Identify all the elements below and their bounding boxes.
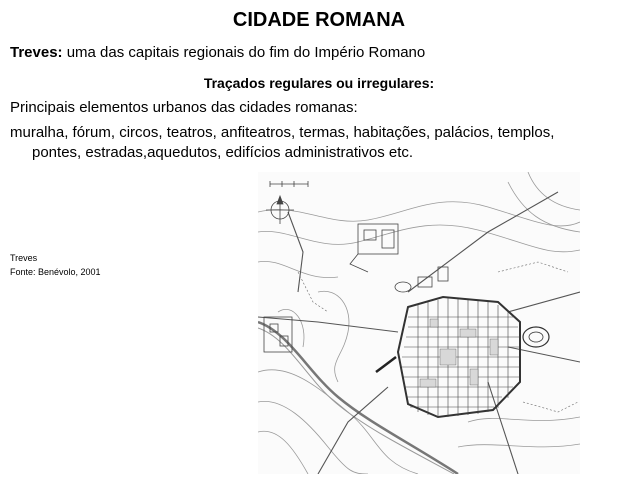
city-plan-map [258, 172, 580, 474]
elements-line-2: pontes, estradas,aquedutos, edifícios administrativos etc. [32, 144, 414, 161]
subtitle-line [10, 44, 425, 61]
subtitle-bold: Treves: [10, 44, 63, 61]
figure-caption-name: Treves [10, 253, 38, 263]
subtitle-text: uma das capitais regionais do fim do Império Romano [62, 44, 426, 61]
elements-line-1: muralha, fórum, circos, teatros, anfiteatros, termas, habitações, palácios, templos, [10, 124, 555, 141]
intro-text: Principais elementos urbanos das cidades romanas: [10, 99, 358, 116]
slide-title: CIDADE ROMANA [232, 9, 406, 31]
figure-caption-source: Fonte: Benévolo, 2001 [10, 267, 101, 277]
section-heading: Traçados regulares ou irregulares: [203, 75, 435, 91]
